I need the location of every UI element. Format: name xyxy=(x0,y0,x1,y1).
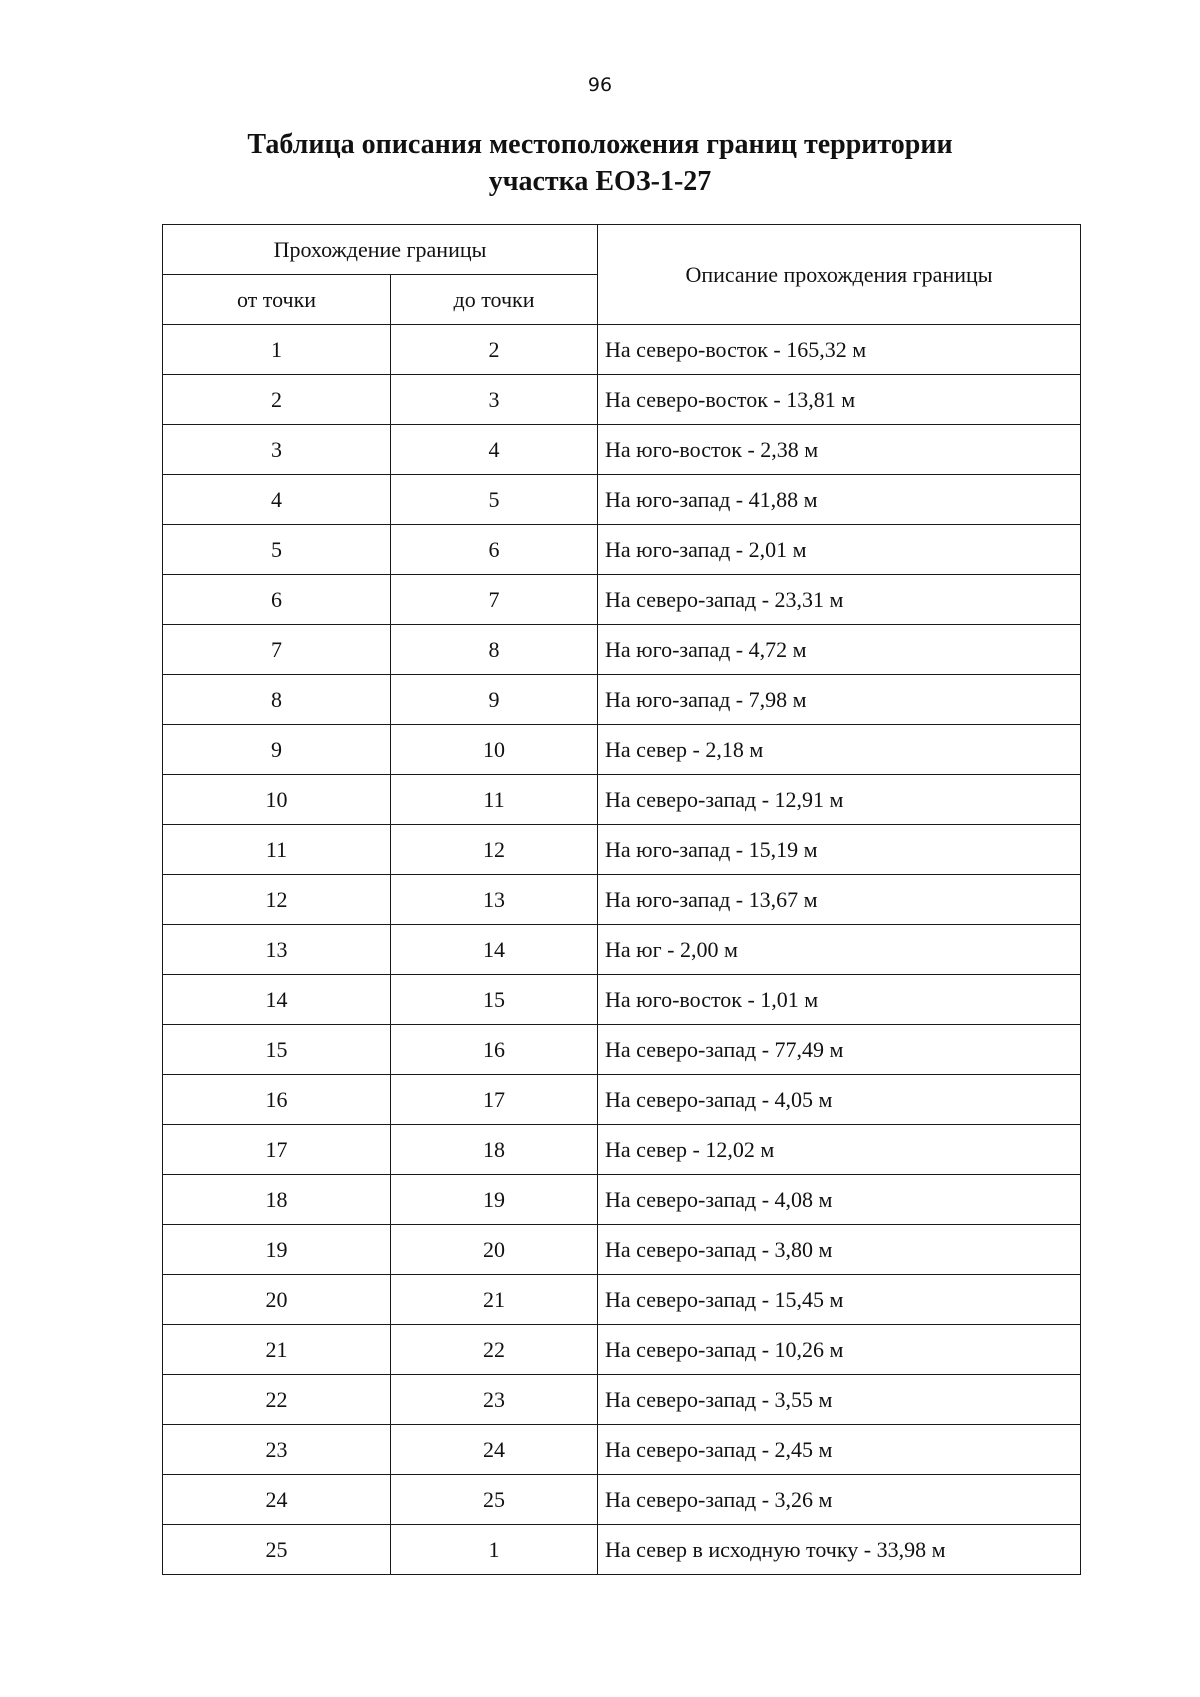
cell-to-point: 10 xyxy=(391,725,598,775)
cell-from-point: 11 xyxy=(163,825,391,875)
table-row xyxy=(163,775,1081,825)
document-title xyxy=(0,126,1200,200)
cell-from-point: 16 xyxy=(163,1075,391,1125)
table-row xyxy=(163,575,1081,625)
cell-description: На северо-запад - 12,91 м xyxy=(598,775,1081,825)
table-row xyxy=(163,325,1081,375)
cell-to-point: 4 xyxy=(391,425,598,475)
table-row xyxy=(163,1025,1081,1075)
cell-description: На юго-восток - 2,38 м xyxy=(598,425,1081,475)
cell-from-point: 14 xyxy=(163,975,391,1025)
table-row xyxy=(163,1225,1081,1275)
cell-description: На северо-запад - 3,80 м xyxy=(598,1225,1081,1275)
table-row xyxy=(163,1525,1081,1575)
cell-description: На северо-восток - 13,81 м xyxy=(598,375,1081,425)
cell-from-point: 23 xyxy=(163,1425,391,1475)
table-row xyxy=(163,1425,1081,1475)
cell-to-point: 15 xyxy=(391,975,598,1025)
cell-description: На северо-запад - 15,45 м xyxy=(598,1275,1081,1325)
cell-to-point: 6 xyxy=(391,525,598,575)
cell-from-point: 4 xyxy=(163,475,391,525)
cell-description: На юго-запад - 4,72 м xyxy=(598,625,1081,675)
cell-to-point: 3 xyxy=(391,375,598,425)
header-to-point: до точки xyxy=(391,275,598,325)
table-row xyxy=(163,525,1081,575)
cell-description: На юг - 2,00 м xyxy=(598,925,1081,975)
table-row xyxy=(163,1125,1081,1175)
cell-from-point: 22 xyxy=(163,1375,391,1425)
cell-from-point: 10 xyxy=(163,775,391,825)
header-from-point: от точки xyxy=(163,275,391,325)
table-row xyxy=(163,1375,1081,1425)
cell-from-point: 3 xyxy=(163,425,391,475)
table-row xyxy=(163,725,1081,775)
cell-to-point: 20 xyxy=(391,1225,598,1275)
cell-description: На северо-запад - 3,55 м xyxy=(598,1375,1081,1425)
table-row xyxy=(163,925,1081,975)
cell-to-point: 12 xyxy=(391,825,598,875)
cell-from-point: 17 xyxy=(163,1125,391,1175)
cell-from-point: 5 xyxy=(163,525,391,575)
cell-from-point: 9 xyxy=(163,725,391,775)
cell-to-point: 25 xyxy=(391,1475,598,1525)
cell-from-point: 18 xyxy=(163,1175,391,1225)
header-description: Описание прохождения границы xyxy=(598,225,1081,325)
cell-description: На север - 2,18 м xyxy=(598,725,1081,775)
table-body xyxy=(163,325,1081,1575)
table-row xyxy=(163,1075,1081,1125)
page-number: 96 xyxy=(587,74,613,96)
table-row xyxy=(163,475,1081,525)
cell-to-point: 11 xyxy=(391,775,598,825)
cell-to-point: 22 xyxy=(391,1325,598,1375)
table-row xyxy=(163,975,1081,1025)
cell-description: На юго-запад - 13,67 м xyxy=(598,875,1081,925)
cell-description: На север - 12,02 м xyxy=(598,1125,1081,1175)
cell-description: На север в исходную точку - 33,98 м xyxy=(598,1525,1081,1575)
cell-from-point: 7 xyxy=(163,625,391,675)
table-row xyxy=(163,825,1081,875)
cell-from-point: 24 xyxy=(163,1475,391,1525)
cell-description: На юго-запад - 7,98 м xyxy=(598,675,1081,725)
cell-description: На северо-запад - 10,26 м xyxy=(598,1325,1081,1375)
table-row xyxy=(163,1275,1081,1325)
cell-from-point: 13 xyxy=(163,925,391,975)
cell-to-point: 14 xyxy=(391,925,598,975)
cell-to-point: 23 xyxy=(391,1375,598,1425)
cell-from-point: 2 xyxy=(163,375,391,425)
cell-to-point: 1 xyxy=(391,1525,598,1575)
cell-to-point: 2 xyxy=(391,325,598,375)
cell-description: На юго-восток - 1,01 м xyxy=(598,975,1081,1025)
cell-from-point: 25 xyxy=(163,1525,391,1575)
table-row xyxy=(163,425,1081,475)
cell-to-point: 16 xyxy=(391,1025,598,1075)
table-row xyxy=(163,625,1081,675)
table-row xyxy=(163,1175,1081,1225)
cell-from-point: 15 xyxy=(163,1025,391,1075)
cell-from-point: 1 xyxy=(163,325,391,375)
cell-from-point: 12 xyxy=(163,875,391,925)
table-row xyxy=(163,675,1081,725)
cell-to-point: 24 xyxy=(391,1425,598,1475)
boundary-table xyxy=(162,224,1081,1575)
cell-to-point: 17 xyxy=(391,1075,598,1125)
cell-to-point: 7 xyxy=(391,575,598,625)
document-title-line-2: участка ЕОЗ-1-27 xyxy=(488,166,712,197)
document-title-line-1: Таблица описания местоположения границ территории xyxy=(247,129,953,160)
cell-to-point: 13 xyxy=(391,875,598,925)
table-header-row xyxy=(163,225,1081,275)
header-boundary-passage: Прохождение границы xyxy=(163,225,598,275)
table-row xyxy=(163,1325,1081,1375)
cell-description: На северо-восток - 165,32 м xyxy=(598,325,1081,375)
cell-from-point: 20 xyxy=(163,1275,391,1325)
cell-description: На северо-запад - 23,31 м xyxy=(598,575,1081,625)
cell-to-point: 8 xyxy=(391,625,598,675)
cell-from-point: 19 xyxy=(163,1225,391,1275)
table-row xyxy=(163,375,1081,425)
table-row xyxy=(163,875,1081,925)
cell-description: На северо-запад - 77,49 м xyxy=(598,1025,1081,1075)
cell-description: На северо-запад - 2,45 м xyxy=(598,1425,1081,1475)
cell-from-point: 21 xyxy=(163,1325,391,1375)
cell-to-point: 21 xyxy=(391,1275,598,1325)
cell-description: На северо-запад - 3,26 м xyxy=(598,1475,1081,1525)
cell-to-point: 19 xyxy=(391,1175,598,1225)
cell-description: На северо-запад - 4,08 м xyxy=(598,1175,1081,1225)
cell-from-point: 6 xyxy=(163,575,391,625)
cell-description: На юго-запад - 41,88 м xyxy=(598,475,1081,525)
cell-description: На юго-запад - 2,01 м xyxy=(598,525,1081,575)
cell-to-point: 5 xyxy=(391,475,598,525)
cell-to-point: 18 xyxy=(391,1125,598,1175)
cell-to-point: 9 xyxy=(391,675,598,725)
cell-description: На юго-запад - 15,19 м xyxy=(598,825,1081,875)
cell-description: На северо-запад - 4,05 м xyxy=(598,1075,1081,1125)
table-row xyxy=(163,1475,1081,1525)
cell-from-point: 8 xyxy=(163,675,391,725)
